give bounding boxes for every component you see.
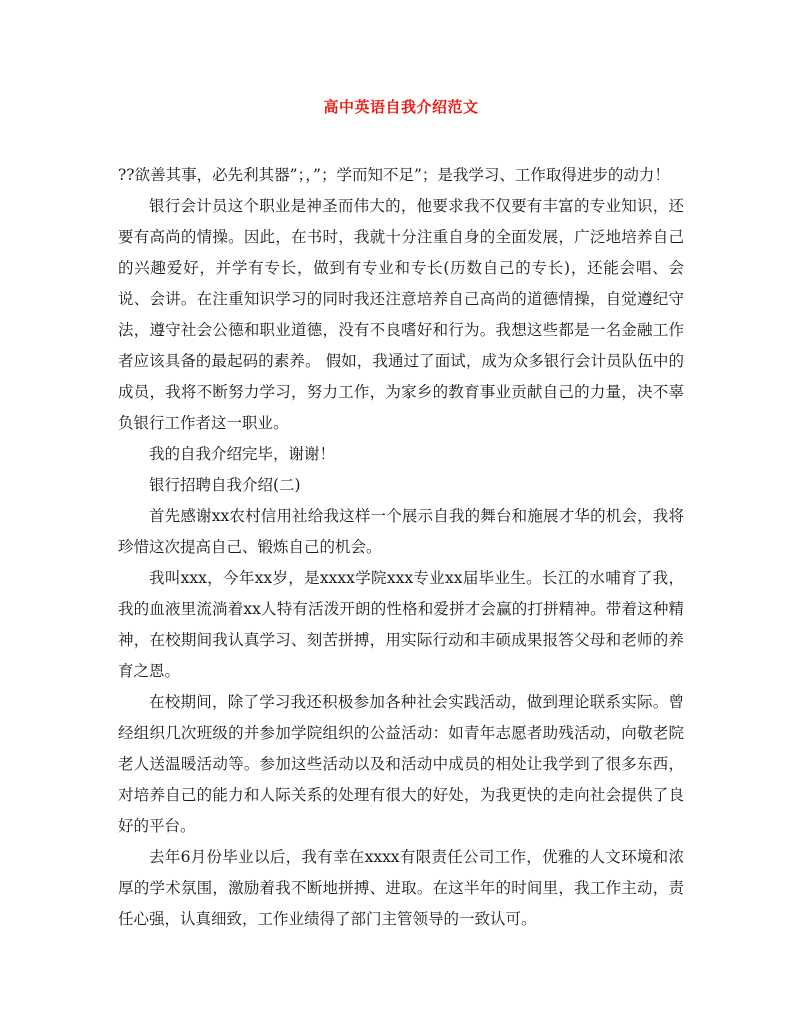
document-title: 高中英语自我介绍范文 — [323, 98, 479, 116]
paragraph-8: 去年6月份毕业以后，我有幸在xxxx有限责任公司工作，优雅的人文环境和浓厚的学术氛围，激励着我不断地拼搏、进取。在这半年的时间里，我工作主动，责任心强，认真细致，工作业绩得了部门主管领导的一致认可。 — [118, 848, 684, 928]
paragraph-7: 在校期间，除了学习我还积极参加各种社会实践活动，做到理论联系实际。曾经组织几次班级的并参加学院组织的公益活动：如青年志愿者助残活动，向敬老院老人送温暖活动等。参加这些活动以及和活动中成员的相处让我学到了很多东西，对培养自己的能力和人际关系的处理有很大的好处，为我更快的走向社会提供了良好的平台。 — [118, 693, 684, 835]
paragraph-6: 我叫xxx，今年xx岁，是xxxx学院xxx专业xx届毕业生。长江的水哺育了我，我的血液里流淌着xx人特有活泼开朗的性格和爱拼才会赢的打拼精神。带着这种精神，在校期间我认真学习、刻苦拼搏，用实际行动和丰硕成果报答父母和老师的养育之恩。 — [118, 569, 684, 680]
paragraph-5: 首先感谢xx农村信用社给我这样一个展示自我的舞台和施展才华的机会，我将珍惜这次提高自己、锻炼自己的机会。 — [118, 507, 684, 556]
document-page — [118, 96, 684, 935]
paragraph-2: 银行会计员这个职业是神圣而伟大的，他要求我不仅要有丰富的专业知识，还要有高尚的情操。因此，在书时，我就十分注重自身的全面发展，广泛地培养自己的兴趣爱好，并学有专长，做到有专业和专长(历数自己的专长)，还能会唱、会说、会讲。在注重知识学习的同时我还注意培养自己高尚的道德情操，自觉遵纪守法，遵守社会公德和职业道德，没有不良嗜好和行为。我想这些都是一名金融工作者应该具备的最起码的素养。 假如，我通过了面试，成为众多银行会计员队伍中的成员，我将不断努力学习，努力工作，为家乡的教育事业贡献自己的力量，决不辜负银行工作者这一职业。 — [118, 197, 684, 432]
paragraph-3: 我的自我介绍完毕，谢谢！ — [149, 445, 336, 463]
paragraph-1: ??欲善其事，必先利其器”；，”；学而知不足”；是我学习、工作取得进步的动力！ — [118, 166, 670, 184]
section-heading: 银行招聘自我介绍(二) — [149, 476, 301, 494]
document-body — [118, 160, 684, 935]
